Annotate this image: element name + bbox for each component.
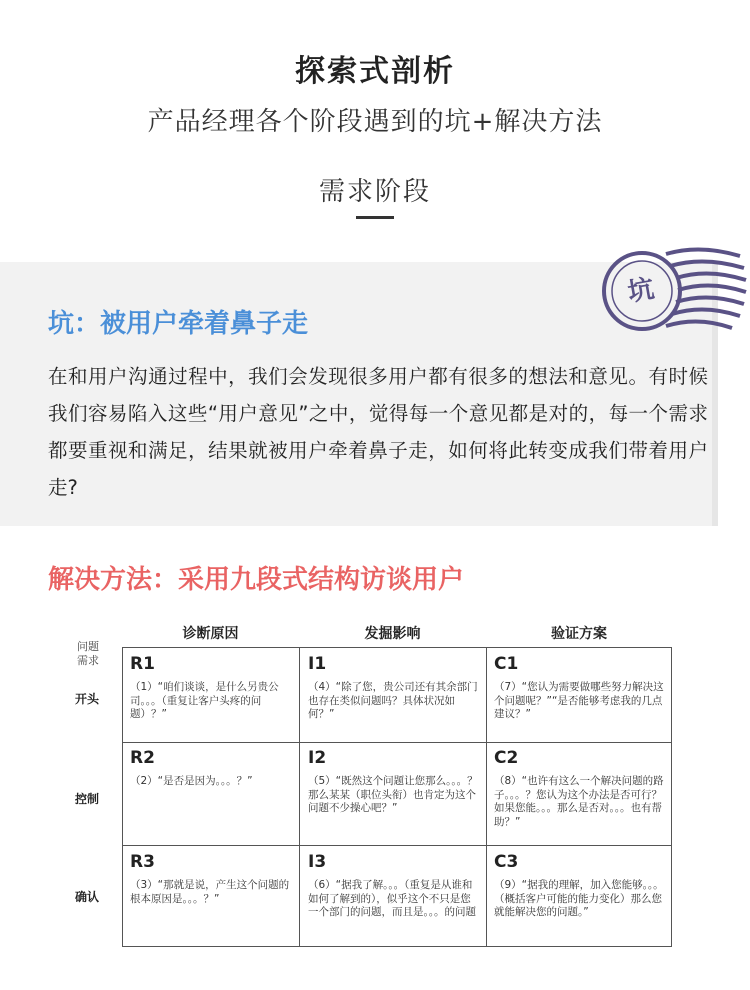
cell-question: （8）“也许有这么一个解决问题的路子。。。？您认为这个办法是否可行？如果您能。。。那么是否对。。。也有帮助？” — [494, 775, 664, 828]
cell-question: （3）“那就是说，产生这个问题的根本原因是。。。？” — [130, 879, 290, 905]
matrix-cell-c3 — [494, 852, 666, 920]
matrix-cell-c1 — [494, 654, 666, 722]
axis-corner-label — [68, 640, 108, 668]
axis-label-problem: 问题 — [77, 640, 99, 653]
cell-question: （4）“除了您，贵公司还有其余部门也存在类似问题吗？具体状况如何？” — [308, 681, 478, 720]
column-header-verify: 验证方案 — [551, 626, 607, 642]
grid-divider — [486, 647, 487, 947]
cell-code: R3 — [130, 852, 155, 872]
page-subtitle: 产品经理各个阶段遇到的坑+解决方法 — [147, 107, 603, 137]
matrix-cell-r1 — [130, 654, 294, 722]
cell-code: I1 — [308, 654, 327, 674]
pit-stamp — [590, 236, 750, 344]
column-header-diagnose: 诊断原因 — [182, 626, 239, 642]
matrix-cell-c2 — [494, 748, 666, 829]
cell-code: I3 — [308, 852, 327, 872]
cell-code: I2 — [308, 748, 327, 768]
cell-question: （2）“是否是因为。。。？” — [130, 775, 253, 787]
pit-title: 坑：被用户牵着鼻子走 — [48, 309, 309, 339]
cell-code: C3 — [494, 852, 519, 872]
solution-title: 解决方法：采用九段式结构访谈用户 — [48, 565, 465, 595]
matrix-cell-i1 — [308, 654, 480, 722]
section-divider — [356, 216, 394, 219]
cell-code: R2 — [130, 748, 155, 768]
page-title: 探索式剖析 — [295, 54, 455, 89]
cell-code: R1 — [130, 654, 155, 674]
cell-question: （5）“既然这个问题让您那么。。。？那么某某（职位头衔）也肯定为这个问题不少操心吧？” — [308, 775, 478, 814]
grid-divider — [122, 742, 672, 743]
grid-divider — [122, 845, 672, 846]
grid-divider — [299, 647, 300, 947]
section-title: 需求阶段 — [318, 177, 431, 207]
column-header-impact: 发掘影响 — [364, 626, 421, 642]
cell-question: （9）“据我的理解，加入您能够。。。（概括客户可能的能力变化）那么您就能解决您的问题。” — [494, 879, 664, 918]
matrix-cell-r3 — [130, 852, 294, 906]
matrix-cell-r2 — [130, 748, 294, 789]
row-label-control: 控制 — [74, 792, 99, 806]
stamp-char: 坑 — [625, 273, 657, 309]
pit-body: 在和用户沟通过程中，我们会发现很多用户都有很多的想法和意见。有时候我们容易陷入这些“用户意见”之中，觉得每一个意见都是对的，每一个需求都要重视和满足，结果就被用户牵着鼻子走，如何将此转变成我们带着用户走? — [48, 365, 708, 499]
matrix-cell-i3 — [308, 852, 480, 920]
row-label-open: 开头 — [74, 692, 99, 706]
row-label-confirm: 确认 — [74, 890, 99, 904]
cell-question: （6）“据我了解。。。（重复是从谁和如何了解到的），似乎这个不只是您一个部门的问题，而且是。。。的问题 — [308, 879, 476, 918]
cell-question: （1）“咱们谈谈，是什么另贵公司。。。（重复让客户头疼的问题）？” — [130, 681, 279, 720]
stamp-icon — [590, 236, 750, 344]
cell-code: C2 — [494, 748, 519, 768]
cell-code: C1 — [494, 654, 519, 674]
cell-question: （7）“您认为需要做哪些努力解决这个问题呢？”“是否能够考虑我的几点建议？” — [494, 681, 664, 720]
axis-label-demand: 需求 — [77, 654, 99, 667]
matrix-cell-i2 — [308, 748, 480, 816]
